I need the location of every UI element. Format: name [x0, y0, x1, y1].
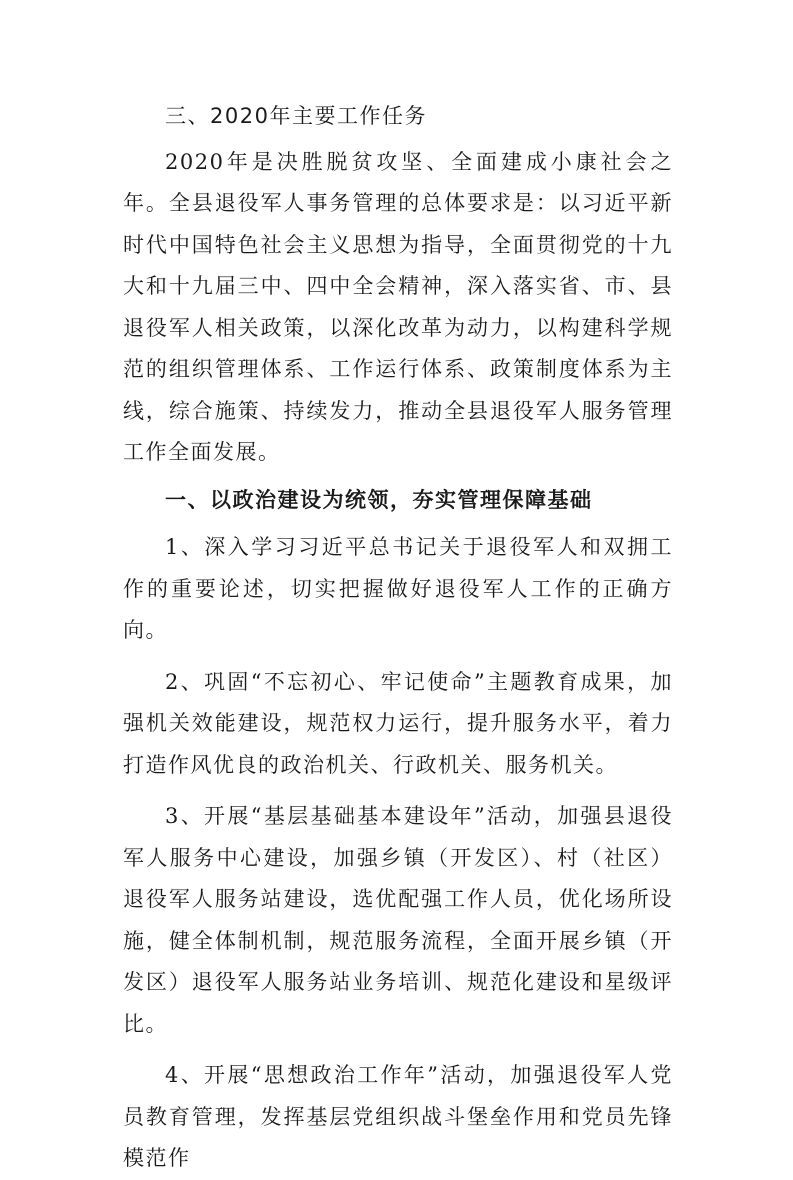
document-body — [123, 96, 673, 1180]
intro-paragraph: 2020年是决胜脱贫攻坚、全面建成小康社会之年。全县退役军人事务管理的总体要求是：以习近平新时代中国特色社会主义思想为指导，全面贯彻党的十九大和十九届三中、四中全会精神，深入落实省、市、县退役军人相关政策，以深化改革为动力，以构建科学规范的组织管理体系、工作运行体系、政策制度体系为主线，综合施策、持续发力，推动全县退役军人服务管理工作全面发展。 — [123, 149, 673, 464]
section-heading: 三、2020年主要工作任务 — [165, 104, 427, 128]
item-4-paragraph: 4、开展“思想政治工作年”活动，加强退役军人党员教育管理，发挥基层党组织战斗堡垒作用和党员先锋模范作 — [123, 1063, 673, 1170]
item-3-paragraph: 3、开展“基层基础基本建设年”活动，加强县退役军人服务中心建设，加强乡镇（开发区）、村（社区）退役军人服务站建设，选优配强工作人员，优化场所设施，健全体制机制，规范服务流程，全面开展乡镇（开发区）退役军人服务站业务培训、规范化建设和星级评比。 — [123, 804, 673, 1036]
subheading-political-construction: 一、以政治建设为统领，夯实管理保障基础 — [165, 487, 593, 512]
item-2-paragraph: 2、巩固“不忘初心、牢记使命”主题教育成果，加强机关效能建设，规范权力运行，提升服务水平，着力打造作风优良的政治机关、行政机关、服务机关。 — [123, 669, 673, 777]
item-1-paragraph: 1、深入学习习近平总书记关于退役军人和双拥工作的重要论述，切实把握做好退役军人工作的正确方向。 — [123, 535, 673, 642]
